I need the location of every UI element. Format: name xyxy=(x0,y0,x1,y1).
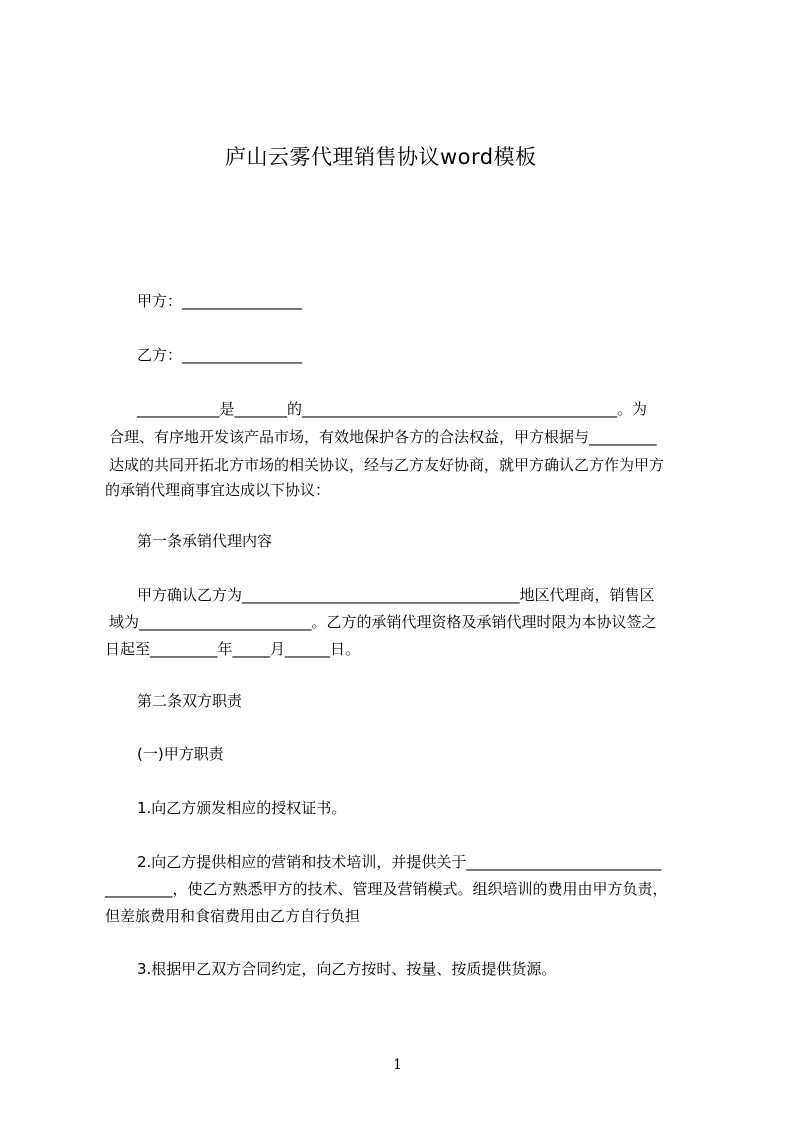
article-2-heading: 第二条双方职责 xyxy=(137,692,243,710)
page-number: 1 xyxy=(393,1057,402,1073)
duty-item-2-line: 但差旅费用和食宿费用由乙方自行负担 xyxy=(105,907,361,925)
intro-line: 合理、有序地开发该产品市场，有效地保护各方的合法权益，甲方根据与_________ xyxy=(109,428,657,446)
intro-line: ___________是_______的__________________________________________。为 xyxy=(137,400,648,418)
duty-item-2-line: 2.向乙方提供相应的营销和技术培训，并提供关于__________________________ xyxy=(137,853,662,871)
party-b-line: 乙方：________________ xyxy=(137,346,303,364)
party-a-line: 甲方：________________ xyxy=(137,292,303,310)
duty-item-2-line: _________，使乙方熟悉甲方的技术、管理及营销模式。组织培训的费用由甲方负责， xyxy=(105,880,668,898)
intro-line: 的承销代理商事宜达成以下协议： xyxy=(105,481,331,499)
article-1-line: 域为_______________________。乙方的承销代理资格及承销代理时限为本协议签之 xyxy=(109,613,657,631)
duty-item-1: 1.向乙方颁发相应的授权证书。 xyxy=(137,799,347,817)
document-title: 庐山云雾代理销售协议word模板 xyxy=(225,145,537,169)
article-1-line: 甲方确认乙方为_____________________________________地区代理商，销售区 xyxy=(137,586,655,604)
duty-item-3: 3.根据甲乙双方合同约定，向乙方按时、按量、按质提供货源。 xyxy=(137,960,557,978)
section-a-heading: (一)甲方职责 xyxy=(137,745,224,763)
article-1-heading: 第一条承销代理内容 xyxy=(137,532,273,550)
article-1-line: 日起至_________年_____月______日。 xyxy=(105,640,361,658)
intro-line: 达成的共同开拓北方市场的相关协议，经与乙方友好协商，就甲方确认乙方作为甲方 xyxy=(109,456,665,474)
